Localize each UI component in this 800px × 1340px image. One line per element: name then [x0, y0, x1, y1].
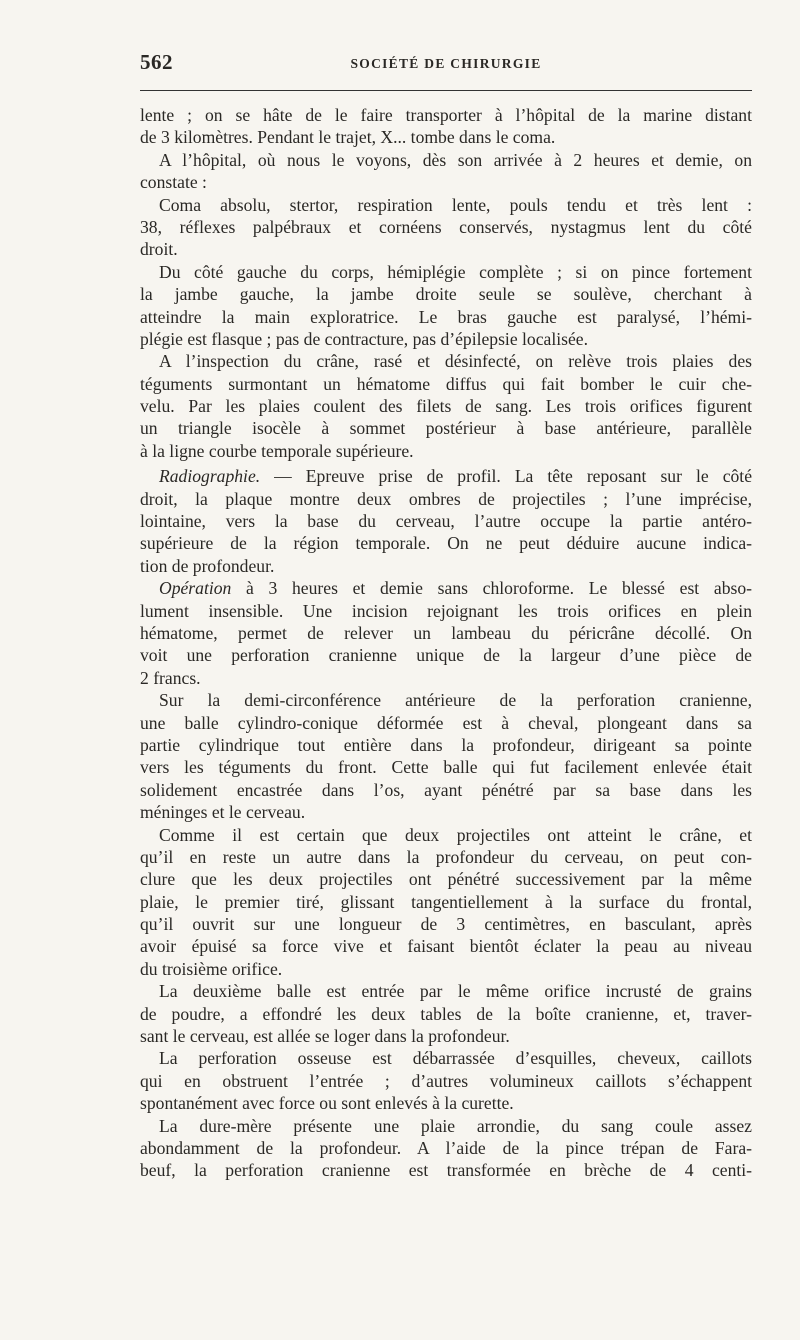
text-line: A l’hôpital, où nous le voyons, dès son arrivée à 2 heures et demie, on: [159, 149, 752, 170]
section-label-radiography: Radiographie.: [159, 466, 261, 487]
text-line: 38, réflexes palpébraux et cornéens conservés, nystagmus lent du côté: [140, 216, 752, 237]
text-line: A l’inspection du crâne, rasé et désinfecté, on relève trois plaies des: [159, 351, 752, 372]
text-line: de 3 kilomètres. Pendant le trajet, X... tombe dans le coma.: [140, 127, 556, 148]
text-line: Coma absolu, stertor, respiration lente, pouls tendu et très lent :: [159, 194, 752, 215]
page-number: 562: [140, 50, 173, 74]
paragraph-operation: [140, 577, 752, 689]
text-line: Du côté gauche du corps, hémiplégie complète ; si on pince fortement: [159, 261, 752, 282]
text-line: beuf, la perforation cranienne est transformée en brèche de 4 centi-: [140, 1160, 752, 1181]
text-line: qu’il en reste un autre dans la profondeur du cerveau, on peut con-: [140, 846, 752, 867]
text-line: à la ligne courbe temporale supérieure.: [140, 440, 414, 461]
text-line: abondamment de la profondeur. A l’aide de la pince trépan de Fara-: [140, 1137, 752, 1158]
text-line: supérieure de la région temporale. On ne peut déduire aucune indica-: [140, 533, 752, 554]
running-title: SOCIÉTÉ DE CHIRURGIE: [350, 56, 542, 71]
body-text: [140, 104, 752, 1182]
text-line: du troisième orifice.: [140, 958, 283, 979]
paragraph-inspection: [140, 350, 752, 462]
text-line: une balle cylindro-conique déformée est à cheval, plongeant dans sa: [140, 712, 752, 733]
text-run: — Epreuve prise de profil. La tête reposant sur le côté: [260, 466, 752, 487]
paragraph-transport: [140, 104, 752, 149]
text-line: qui en obstruent l’entrée ; d’autres volumineux caillots s’échappent: [140, 1070, 752, 1091]
text-line: solidement encastrée dans l’os, ayant pénétré par sa base dans les: [140, 779, 752, 800]
text-line: La deuxième balle est entrée par le même orifice incrusté de grains: [159, 981, 752, 1002]
paragraph-radiography: [140, 465, 752, 577]
text-line: un triangle isocèle à sommet postérieur à base antérieure, parallèle: [140, 418, 752, 439]
text-line: avoir épuisé sa force vive et faisant bientôt éclater la peau au niveau: [140, 936, 752, 957]
text-line: plégie est flasque ; pas de contracture, pas d’épilepsie localisée.: [140, 328, 588, 349]
text-line: de poudre, a effondré les deux tables de la boîte cranienne, et, traver-: [140, 1003, 752, 1024]
paragraph-second-bullet: [140, 980, 752, 1047]
text-line: vers les téguments du front. Cette balle qui fut facilement enlevée était: [140, 757, 752, 778]
text-line: méninges et le cerveau.: [140, 802, 306, 823]
text-line: constate :: [140, 172, 207, 193]
text-line: droit.: [140, 239, 178, 260]
header-rule: [140, 90, 752, 91]
text-line: lente ; on se hâte de le faire transporter à l’hôpital de la marine distant: [140, 105, 752, 125]
page-header: [140, 46, 752, 76]
text-line: spontanément avec force ou sont enlevés à la curette.: [140, 1093, 514, 1114]
text-line: lument insensible. Une incision rejoignant les trois orifices en plein: [140, 600, 752, 621]
text-line: 2 francs.: [140, 667, 201, 688]
text-line: velu. Par les plaies coulent des filets de sang. Les trois orifices figurent: [140, 396, 752, 417]
paragraph-perforation: [140, 1047, 752, 1114]
text-line: droit, la plaque montre deux ombres de projectiles ; l’une imprécise,: [140, 488, 752, 509]
section-label-operation: Opération: [159, 578, 232, 599]
text-line: La dure-mère présente une plaie arrondie, du sang coule assez: [159, 1115, 752, 1136]
text-line: atteindre la main exploratrice. Le bras gauche est paralysé, l’hémi-: [140, 306, 752, 327]
paragraph-conclusion: [140, 824, 752, 981]
paragraph-arrival: [140, 149, 752, 194]
paragraph-dura-mater: [140, 1115, 752, 1182]
text-line: partie cylindrique tout entière dans la profondeur, dirigeant sa pointe: [140, 734, 752, 755]
paragraph-hemiplegia: [140, 261, 752, 351]
text-line: voit une perforation cranienne unique de la largeur d’une pièce de: [140, 645, 752, 666]
paragraph-coma: [140, 194, 752, 261]
text-line: Comme il est certain que deux projectiles ont atteint le crâne, et: [159, 824, 752, 845]
text-run: à 3 heures et demie sans chloroforme. Le blessé est abso-: [231, 578, 752, 599]
text-line: clure que les deux projectiles ont pénétré successivement par la même: [140, 869, 752, 890]
text-line: téguments surmontant un hématome diffus qui fait bomber le cuir che-: [140, 373, 752, 394]
text-line: lointaine, vers la base du cerveau, l’autre occupe la partie antéro-: [140, 511, 752, 532]
text-line: sant le cerveau, est allée se loger dans la profondeur.: [140, 1026, 510, 1047]
text-line: qu’il ouvrit sur une longueur de 3 centimètres, en basculant, après: [140, 914, 752, 935]
text-line: [140, 465, 752, 487]
text-line: [140, 577, 752, 599]
paragraph-first-bullet: [140, 689, 752, 823]
text-line: plaie, le premier tiré, glissant tangentiellement à la surface du frontal,: [140, 891, 752, 912]
text-line: tion de profondeur.: [140, 555, 275, 576]
text-line: La perforation osseuse est débarrassée d’esquilles, cheveux, caillots: [159, 1048, 752, 1069]
text-line: Sur la demi-circonférence antérieure de la perforation cranienne,: [159, 690, 752, 711]
text-line: la jambe gauche, la jambe droite seule se soulève, cherchant à: [140, 284, 752, 305]
text-line: hématome, permet de relever un lambeau du péricrâne décollé. On: [140, 622, 752, 643]
